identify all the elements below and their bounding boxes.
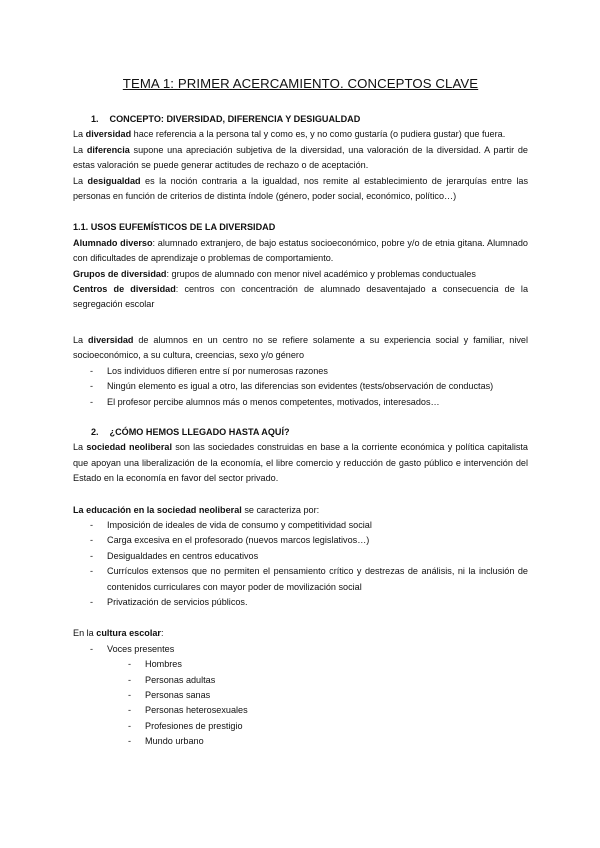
page-title: TEMA 1: PRIMER ACERCAMIENTO. CONCEPTOS CLAVE (122, 76, 479, 91)
section-2-title: ¿CÓMO HEMOS LLEGADO HASTA AQUÍ? (109, 426, 290, 437)
list-item-text: Profesiones de prestigio (145, 720, 243, 731)
text: En la (73, 628, 97, 639)
list-item-text: Currículos extensos que no permiten el pensamiento crítico y destrezas de análisis, ni la inclusión de contenidos curriculares con mayor poder de movilización social (107, 566, 528, 592)
paragraph-desigualdad (73, 174, 528, 205)
list-item (73, 549, 528, 564)
section-1-title: CONCEPTO: DIVERSIDAD, DIFERENCIA Y DESIGUALDAD (109, 114, 361, 124)
spacer (73, 610, 528, 626)
list-item (73, 657, 528, 672)
spacer (73, 410, 528, 425)
paragraph-sociedad-neoliberal (73, 440, 528, 486)
list-item (73, 364, 528, 379)
list-item (73, 518, 528, 533)
section-1-number: 1. (91, 114, 99, 124)
term-centros-diversidad: Centros de diversidad (73, 284, 176, 295)
paragraph-educacion-neoliberal (73, 503, 528, 518)
text: : grupos de alumnado con menor nivel académico y problemas conductuales (166, 268, 476, 279)
list-item (73, 595, 528, 610)
document-body (73, 76, 528, 750)
term-desigualdad: desigualdad (87, 175, 141, 186)
term-cultura-escolar: cultura escolar (96, 628, 161, 639)
text: La (73, 175, 88, 186)
paragraph-grupos-diversidad (73, 267, 528, 282)
bullet-dash: - (90, 566, 94, 577)
bullet-dash: - (90, 643, 94, 654)
paragraph-diversidad (73, 127, 528, 142)
text: hace referencia a la persona tal y como es, y no como gustaría (o pudiera gustar) que fuera. (131, 129, 506, 140)
bullet-dash: - (128, 736, 132, 747)
term-diferencia: diferencia (86, 144, 130, 155)
term-grupos-diversidad: Grupos de diversidad (73, 268, 167, 279)
paragraph-centros-diversidad (73, 282, 528, 313)
diversity-list (73, 364, 528, 410)
term-educacion-neoliberal: La educación en la sociedad neoliberal (73, 504, 242, 515)
voces-presentes-label: Voces presentes (107, 643, 175, 654)
text: supone una apreciación subjetiva de la diversidad, una valoración de la diversidad. A partir de estas valoración se puede generar actitudes de rechazo o de aceptación. (73, 144, 528, 171)
list-item-text: El profesor percibe alumnos más o menos competentes, motivados, interesados… (107, 396, 440, 407)
section-2-heading (91, 425, 528, 440)
bullet-dash: - (90, 365, 94, 376)
term-diversidad-alumnos: diversidad (88, 334, 134, 345)
list-item-text: Hombres (145, 659, 182, 670)
paragraph-cultura-escolar (73, 626, 528, 641)
voces-list (73, 657, 528, 749)
text: : alumnado extranjero, de bajo estatus socioeconómico, pobre y/o de etnia gitana. Alumnado con dificultades de aprendizaje o problemas de comportamiento. (73, 237, 528, 264)
section-2-number: 2. (91, 426, 99, 437)
text: : (160, 628, 164, 639)
list-item (73, 688, 528, 703)
bullet-dash: - (90, 550, 94, 561)
text: La (73, 334, 88, 345)
bullet-dash: - (90, 381, 94, 392)
bullet-dash: - (128, 705, 132, 716)
list-item (73, 719, 528, 734)
section-1-1-heading: 1.1. USOS EUFEMÍSTICOS DE LA DIVERSIDAD (73, 222, 276, 233)
list-item-text: Mundo urbano (145, 736, 204, 747)
list-item-text: Personas adultas (145, 674, 216, 685)
paragraph-diversidad-alumnos (73, 333, 528, 364)
list-item (73, 734, 528, 749)
text: La (73, 442, 87, 453)
list-item-text: Privatización de servicios públicos. (107, 596, 248, 607)
bullet-dash: - (128, 659, 132, 670)
culture-list (73, 642, 528, 657)
term-alumnado-diverso: Alumnado diverso (73, 237, 153, 248)
bullet-dash: - (90, 519, 94, 530)
list-item-text: Los individuos difieren entre sí por numerosas razones (107, 365, 328, 376)
term-diversidad: diversidad (85, 129, 132, 140)
section-1-heading (91, 112, 528, 127)
bullet-dash: - (90, 596, 94, 607)
text: se caracteriza por: (241, 504, 320, 515)
list-item (73, 533, 528, 548)
list-item-text: Ningún elemento es igual a otro, las diferencias son evidentes (tests/observación de conductas) (107, 381, 494, 392)
list-item (73, 395, 528, 410)
list-item (73, 673, 528, 688)
text: La (73, 144, 87, 155)
bullet-dash: - (128, 690, 132, 700)
list-item (73, 642, 528, 657)
list-item-text: Personas sanas (145, 690, 211, 700)
spacer (73, 204, 528, 220)
text: : centros con concentración de alumnado desaventajado a consecuencia de la segregación escolar (73, 284, 528, 310)
paragraph-diferencia (73, 143, 528, 174)
spacer (73, 487, 528, 503)
text: es la noción contraria a la igualdad, nos remite al establecimiento de jerarquías entre las personas en función de criterios de distinta índole (género, poder social, económico, político…) (73, 175, 528, 202)
bullet-dash: - (90, 535, 94, 546)
list-item (73, 703, 528, 718)
education-list (73, 518, 528, 610)
paragraph-alumnado-diverso (73, 236, 528, 267)
list-item (73, 379, 528, 394)
list-item (73, 564, 528, 595)
term-sociedad-neoliberal: sociedad neoliberal (86, 442, 172, 453)
spacer (73, 313, 528, 329)
text: La (73, 129, 86, 140)
list-item-text: Desigualdades en centros educativos (107, 550, 259, 561)
bullet-dash: - (90, 396, 94, 407)
list-item-text: Personas heterosexuales (145, 705, 248, 716)
bullet-dash: - (128, 720, 132, 731)
text: son las sociedades construidas en base a la corriente económica y política capitalista que apoyan una liberalización de la economía, el libre comercio y reducción de gasto público e intervención del Estado en la economía en favor del sector privado. (73, 442, 528, 484)
text: de alumnos en un centro no se refiere solamente a su experiencia social y familiar, nivel socioeconómico, a su cultura, creencias, sexo y/o género (73, 334, 528, 361)
bullet-dash: - (128, 674, 132, 685)
list-item-text: Carga excesiva en el profesorado (nuevos marcos legislativos…) (107, 535, 370, 546)
list-item-text: Imposición de ideales de vida de consumo y competitividad social (107, 519, 372, 530)
